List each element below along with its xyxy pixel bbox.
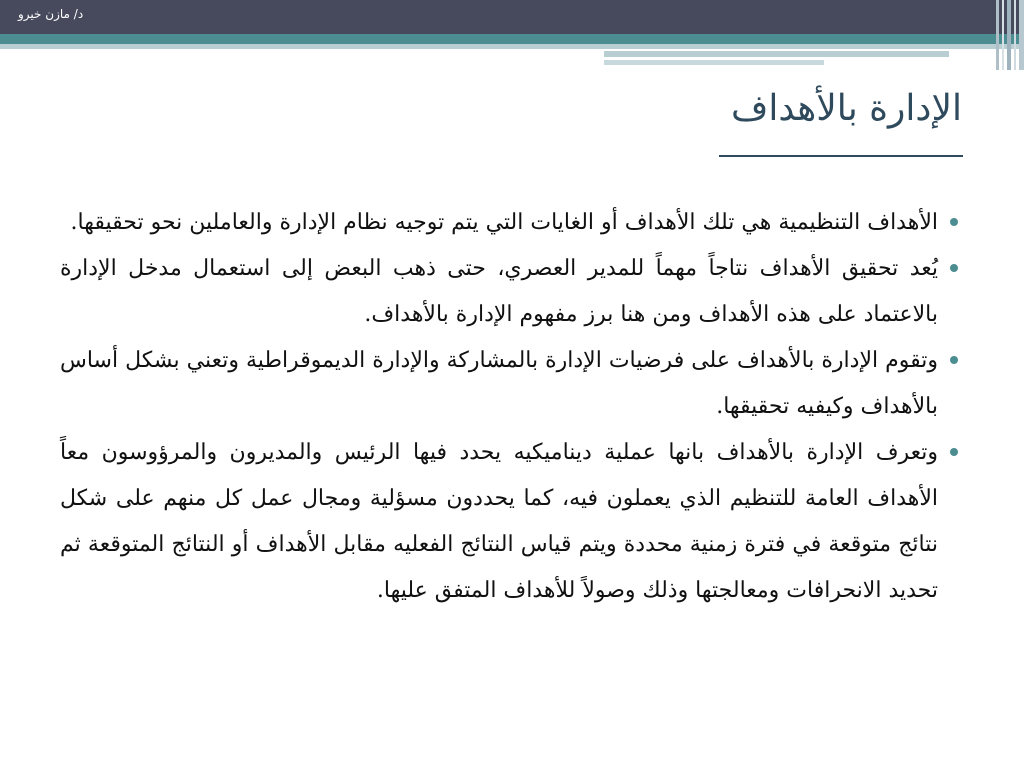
bullet-item	[60, 200, 960, 246]
bullet-icon	[950, 448, 958, 456]
author-label: د/ مازن خيرو	[18, 7, 84, 21]
bullet-text: يُعد تحقيق الأهداف نتاجاً مهماً للمدير العصري، حتى ذهب البعض إلى استعمال مدخل الإدارة بالاعتماد على هذه الأهداف ومن هنا برز مفهوم الإدارة بالأهداف.	[60, 256, 938, 327]
bullet-text: الأهداف التنظيمية هي تلك الأهداف أو الغايات التي يتم توجيه نظام الإدارة والعاملين نحو تحقيقها.	[70, 210, 938, 235]
decorative-stripe	[1007, 0, 1011, 70]
bullet-item	[60, 246, 960, 338]
decorative-stripe	[1019, 0, 1024, 70]
decorative-stripe	[1014, 0, 1016, 70]
vertical-stripes	[988, 0, 1024, 70]
decorative-stripe	[1002, 0, 1004, 70]
bullet-icon	[950, 264, 958, 272]
decorative-stripe	[996, 0, 999, 70]
teal-strip	[0, 34, 1024, 44]
title-underline	[719, 155, 963, 157]
header-band	[0, 0, 1024, 34]
bullet-text: وتعرف الإدارة بالأهداف بانها عملية ديناميكيه يحدد فيها الرئيس والمديرون والمرؤوسون معاً الأهداف العامة للتنظيم الذي يعملون فيه، كما يحددون مسؤلية ومجال عمل كل منهم على شكل نتائج متوقعة في فترة زمنية محددة ويتم قياس النتائج الفعليه مقابل الأهداف أو النتائج المتوقعة ثم تحديد الانحرافات ومعالجتها وذلك وصولاً للأهداف المتفق عليها.	[60, 440, 938, 603]
bullet-icon	[950, 356, 958, 364]
bullet-item	[60, 430, 960, 614]
bullet-icon	[950, 218, 958, 226]
decorative-bar	[604, 51, 949, 57]
bullet-text: وتقوم الإدارة بالأهداف على فرضيات الإدارة بالمشاركة والإدارة الديموقراطية وتعني بشكل أساس بالأهداف وكيفيه تحقيقها.	[60, 348, 938, 419]
light-strip	[0, 44, 1024, 49]
bullet-list	[60, 200, 960, 614]
decorative-bar	[604, 60, 824, 65]
slide-title: الإدارة بالأهداف	[731, 88, 962, 129]
bullet-item	[60, 338, 960, 430]
